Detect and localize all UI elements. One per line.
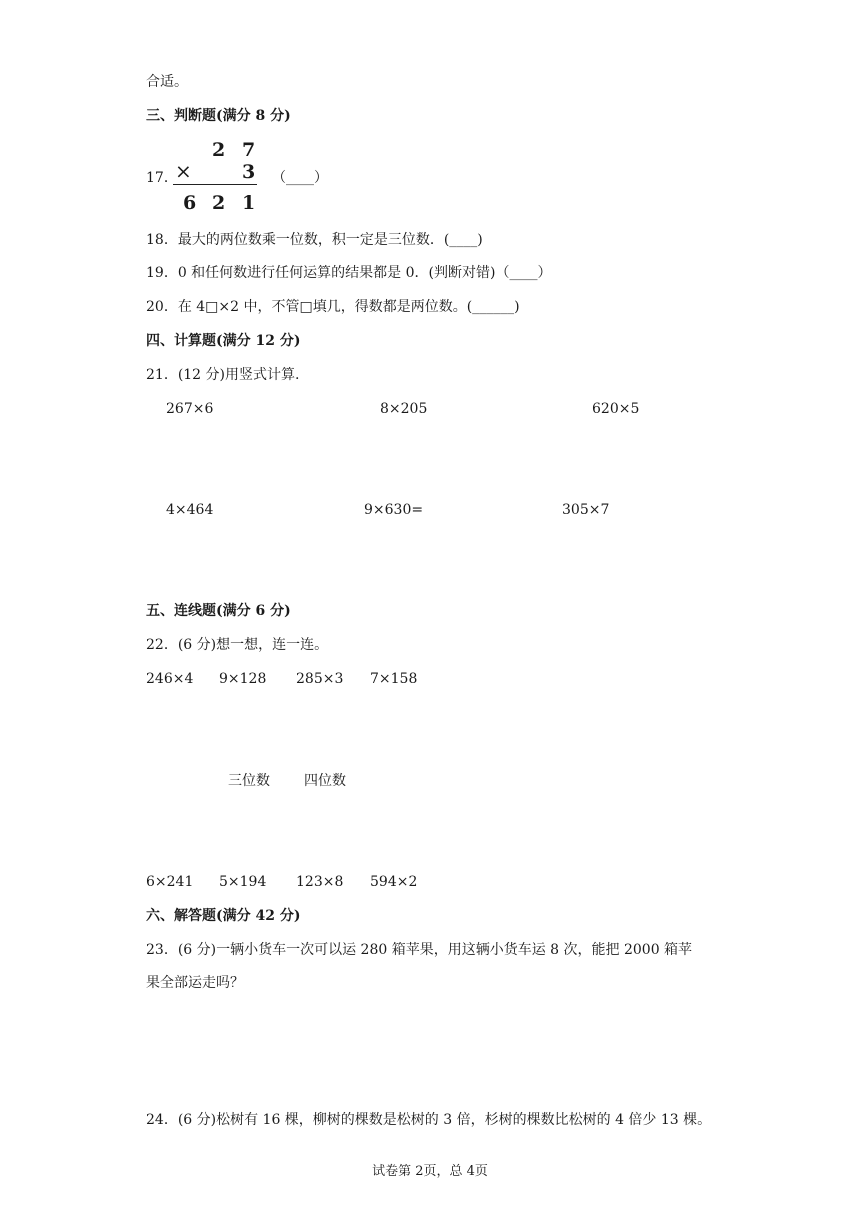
match-top-item[interactable]: 285×3 — [296, 671, 344, 687]
match-top-item[interactable]: 246×4 — [146, 671, 194, 687]
match-bottom-item[interactable]: 594×2 — [370, 874, 418, 890]
calc-item: 8×205 — [380, 401, 428, 417]
question-23-line1: 23．(6 分)一辆小货车一次可以运 280 箱苹果，用这辆小货车运 8 次，能把 2000 箱苹 — [146, 942, 693, 958]
question-19: 19．0 和任何数进行任何运算的结果都是 0．(判断对错)（____） — [146, 265, 552, 281]
continued-text: 合适。 — [146, 74, 188, 90]
calc-item: 620×5 — [592, 401, 640, 417]
top-digit: 7 — [242, 139, 256, 161]
question-18: 18．最大的两位数乘一位数，积一定是三位数．(____) — [146, 232, 483, 248]
vertical-rule — [173, 184, 257, 185]
question-24: 24．(6 分)松树有 16 棵，柳树的棵数是松树的 3 倍，杉树的棵数比松树的 4 倍少 13 棵。 — [146, 1112, 712, 1128]
multiplier-digit: 3 — [242, 161, 256, 183]
calc-item: 305×7 — [562, 502, 610, 518]
calc-item: 267×6 — [166, 401, 214, 417]
calc-item: 4×464 — [166, 502, 214, 518]
result-digit: 2 — [212, 192, 226, 214]
section-heading-calculation: 四、计算题(满分 12 分) — [146, 333, 301, 349]
question-21: 21．(12 分)用竖式计算. — [146, 367, 300, 383]
top-digit: 2 — [212, 139, 226, 161]
result-digit: 1 — [242, 192, 256, 214]
match-category[interactable]: 四位数 — [304, 773, 346, 789]
question-20: 20．在 4□×2 中，不管□填几，得数都是两位数。(______) — [146, 299, 520, 315]
match-top-item[interactable]: 9×128 — [219, 671, 267, 687]
match-bottom-item[interactable]: 5×194 — [219, 874, 267, 890]
multiply-sign: × — [175, 159, 192, 183]
question-17-number: 17． — [146, 170, 178, 186]
match-category[interactable]: 三位数 — [228, 773, 270, 789]
answer-blank[interactable]: （____） — [272, 170, 328, 186]
section-heading-matching: 五、连线题(满分 6 分) — [146, 603, 291, 619]
question-22: 22．(6 分)想一想，连一连。 — [146, 637, 329, 653]
calc-item: 9×630= — [364, 502, 424, 518]
match-bottom-item[interactable]: 123×8 — [296, 874, 344, 890]
section-heading-solutions: 六、解答题(满分 42 分) — [146, 908, 301, 924]
result-digit: 6 — [183, 192, 197, 214]
page-footer: 试卷第 2页，总 4页 — [372, 1164, 488, 1179]
match-top-item[interactable]: 7×158 — [370, 671, 418, 687]
match-bottom-item[interactable]: 6×241 — [146, 874, 194, 890]
section-heading-judgment: 三、判断题(满分 8 分) — [146, 108, 291, 124]
question-23-line2: 果全部运走吗？ — [146, 975, 244, 991]
